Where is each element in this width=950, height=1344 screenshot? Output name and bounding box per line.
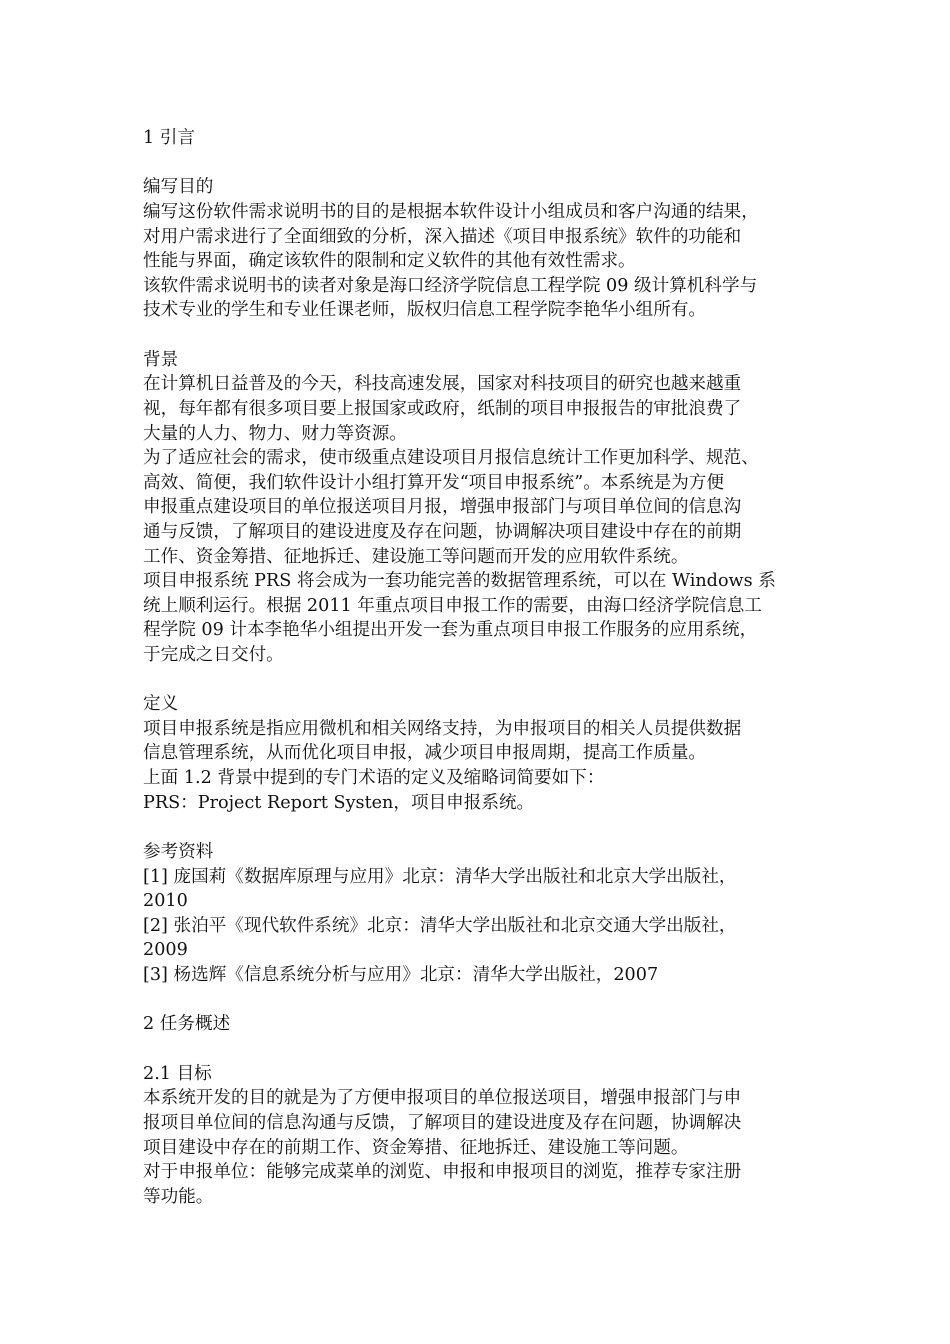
paragraph-line: 在计算机日益普及的今天，科技高速发展，国家对科技项目的研究也越来越重 (143, 374, 742, 395)
section-purpose (143, 175, 833, 323)
paragraph-line: 为了适应社会的需求，使市级重点建设项目月报信息统计工作更加科学、规范、 (143, 448, 759, 469)
spacer (143, 667, 833, 692)
paragraph-line: 信息管理系统，从而优化项目申报，减少项目申报周期，提高工作质量。 (143, 743, 707, 764)
document-page (143, 126, 833, 1209)
paragraph-line: 该软件需求说明书的读者对象是海口经济学院信息工程学院 09 级计算机科学与 (143, 275, 758, 296)
reference-line: [2] 张泊平《现代软件系统》北京：清华大学出版社和北京交通大学出版社， (143, 915, 737, 936)
spacer (143, 815, 833, 840)
paragraph-line: 性能与界面，确定该软件的限制和定义软件的其他有效性需求。 (143, 251, 636, 272)
spacer (143, 151, 833, 176)
subsection-heading-background: 背景 (143, 349, 179, 370)
paragraph-line: 对于申报单位：能够完成菜单的浏览、申报和申报项目的浏览，推荐专家注册 (143, 1162, 742, 1183)
subsection-heading-purpose: 编写目的 (143, 177, 214, 198)
paragraph-line: 申报重点建设项目的单位报送项目月报，增强申报部门与项目单位间的信息沟 (143, 497, 742, 518)
subsection-heading-references: 参考资料 (143, 842, 214, 863)
section-definition (143, 692, 833, 815)
subsection-heading-goal: 2.1 目标 (143, 1063, 212, 1084)
paragraph-line: 工作、资金筹措、征地拆迁、建设施工等问题而开发的应用软件系统。 (143, 546, 689, 567)
paragraph-line: 于完成之日交付。 (143, 644, 284, 665)
paragraph-line: 程学院 09 计本李艳华小组提出开发一套为重点项目申报工作服务的应用系统， (143, 620, 758, 641)
paragraph-line: PRS：Project Report Systen，项目申报系统。 (143, 792, 535, 813)
section-heading-task-overview: 2 任务概述 (143, 1014, 231, 1035)
paragraph-line: 本系统开发的目的就是为了方便申报项目的单位报送项目，增强申报部门与申 (143, 1088, 742, 1109)
reference-line: [3] 杨选辉《信息系统分析与应用》北京：清华大学出版社，2007 (143, 965, 659, 985)
paragraph-line: 等功能。 (143, 1186, 214, 1207)
paragraph-line: 通与反馈，了解项目的建设进度及存在问题，协调解决项目建设中存在的前期 (143, 521, 742, 542)
section-goal (143, 1062, 833, 1210)
paragraph-line: 项目申报系统 PRS 将会成为一套功能完善的数据管理系统，可以在 Windows 系 (143, 571, 776, 592)
spacer (143, 323, 833, 348)
paragraph-line: 上面 1.2 背景中提到的专门术语的定义及缩略词简要如下： (143, 768, 605, 789)
paragraph-line: 编写这份软件需求说明书的目的是根据本软件设计小组成员和客户沟通的结果， (143, 201, 759, 222)
paragraph-line: 项目申报系统是指应用微机和相关网络支持，为申报项目的相关人员提供数据 (143, 718, 742, 739)
reference-line: 2010 (143, 891, 188, 912)
subsection-heading-definition: 定义 (143, 694, 179, 715)
paragraph-line: 视，每年都有很多项目要上报国家或政府，纸制的项目申报报告的审批浪费了 (143, 398, 742, 419)
paragraph-line: 项目建设中存在的前期工作、资金筹措、征地拆迁、建设施工等问题。 (143, 1137, 689, 1158)
paragraph-line: 统上顺利运行。根据 2011 年重点项目申报工作的需要，由海口经济学院信息工 (143, 595, 762, 616)
paragraph-line: 技术专业的学生和专业任课老师，版权归信息工程学院李艳华小组所有。 (143, 300, 707, 321)
paragraph-line: 高效、简便，我们软件设计小组打算开发“项目申报系统”。本系统是为方便 (143, 472, 724, 493)
section-references (143, 840, 833, 988)
section-background (143, 348, 833, 668)
paragraph-line: 报项目单位间的信息沟通与反馈，了解项目的建设进度及存在问题，协调解决 (143, 1112, 742, 1133)
paragraph-line: 大量的人力、物力、财力等资源。 (143, 423, 407, 444)
reference-line: [1] 庞国莉《数据库原理与应用》北京：清华大学出版社和北京大学出版社， (143, 866, 737, 887)
spacer (143, 1037, 833, 1062)
paragraph-line: 对用户需求进行了全面细致的分析，深入描述《项目申报系统》软件的功能和 (143, 226, 742, 247)
reference-line: 2009 (143, 940, 188, 961)
spacer (143, 988, 833, 1013)
section-heading-introduction: 1 引言 (143, 128, 195, 148)
